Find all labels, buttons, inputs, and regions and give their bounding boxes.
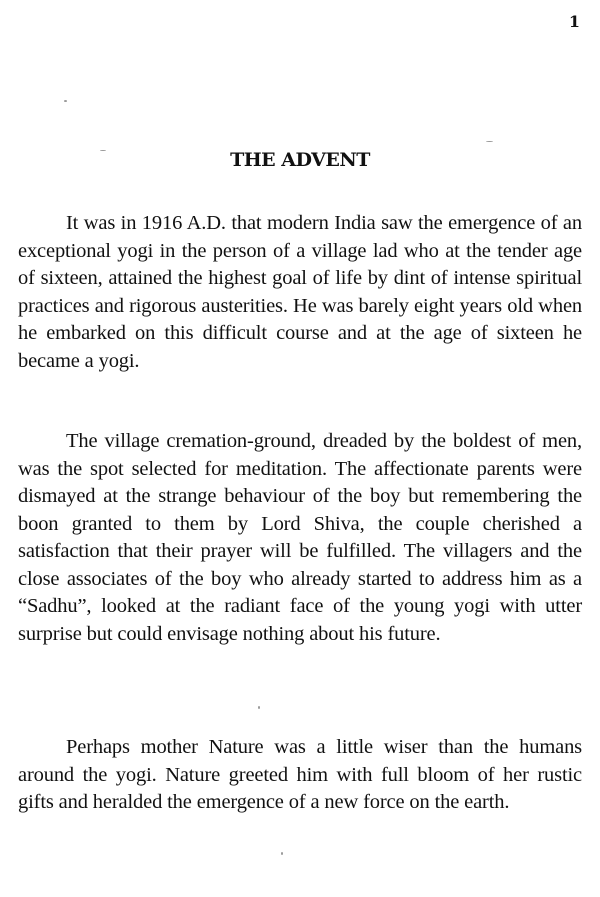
scan-speck (281, 852, 283, 855)
paragraph-text: Perhaps mother Nature was a little wiser than the humans around the yogi. Nature greeted him with full bloom of her rustic gifts and heralded the emergence of a new force on the earth. (18, 736, 582, 813)
scan-speck (100, 150, 106, 151)
scan-speck (64, 100, 67, 102)
page-number: 1 (568, 12, 580, 31)
paragraph-text: The village cremation-ground, dreaded by the boldest of men, was the spot selected for meditation. The affectionate parents were dismayed at the strange behaviour of the boy but remembering the boon granted to them by Lord Shiva, the couple cherished a satisfaction that their prayer will be fulfilled. The villagers and the close associates of the boy who already started to address him as a “Sadhu”, looked at the radiant face of the young yogi with utter surprise but could envisage nothing about his future. (18, 430, 582, 645)
paragraph-3 (18, 734, 582, 817)
chapter-title: THE ADVENT (230, 149, 370, 171)
scan-speck (486, 141, 493, 142)
scan-speck (258, 706, 260, 709)
paragraph-text: It was in 1916 A.D. that modern India saw the emergence of an exceptional yogi in the person of a village lad who at the tender age of sixteen, attained the highest goal of life by dint of intense spiritual practices and rigorous austerities. He was barely eight years old when he embarked on this difficult course and at the age of sixteen he became a yogi. (18, 212, 582, 372)
paragraph-2 (18, 428, 582, 648)
paragraph-1 (18, 210, 582, 375)
